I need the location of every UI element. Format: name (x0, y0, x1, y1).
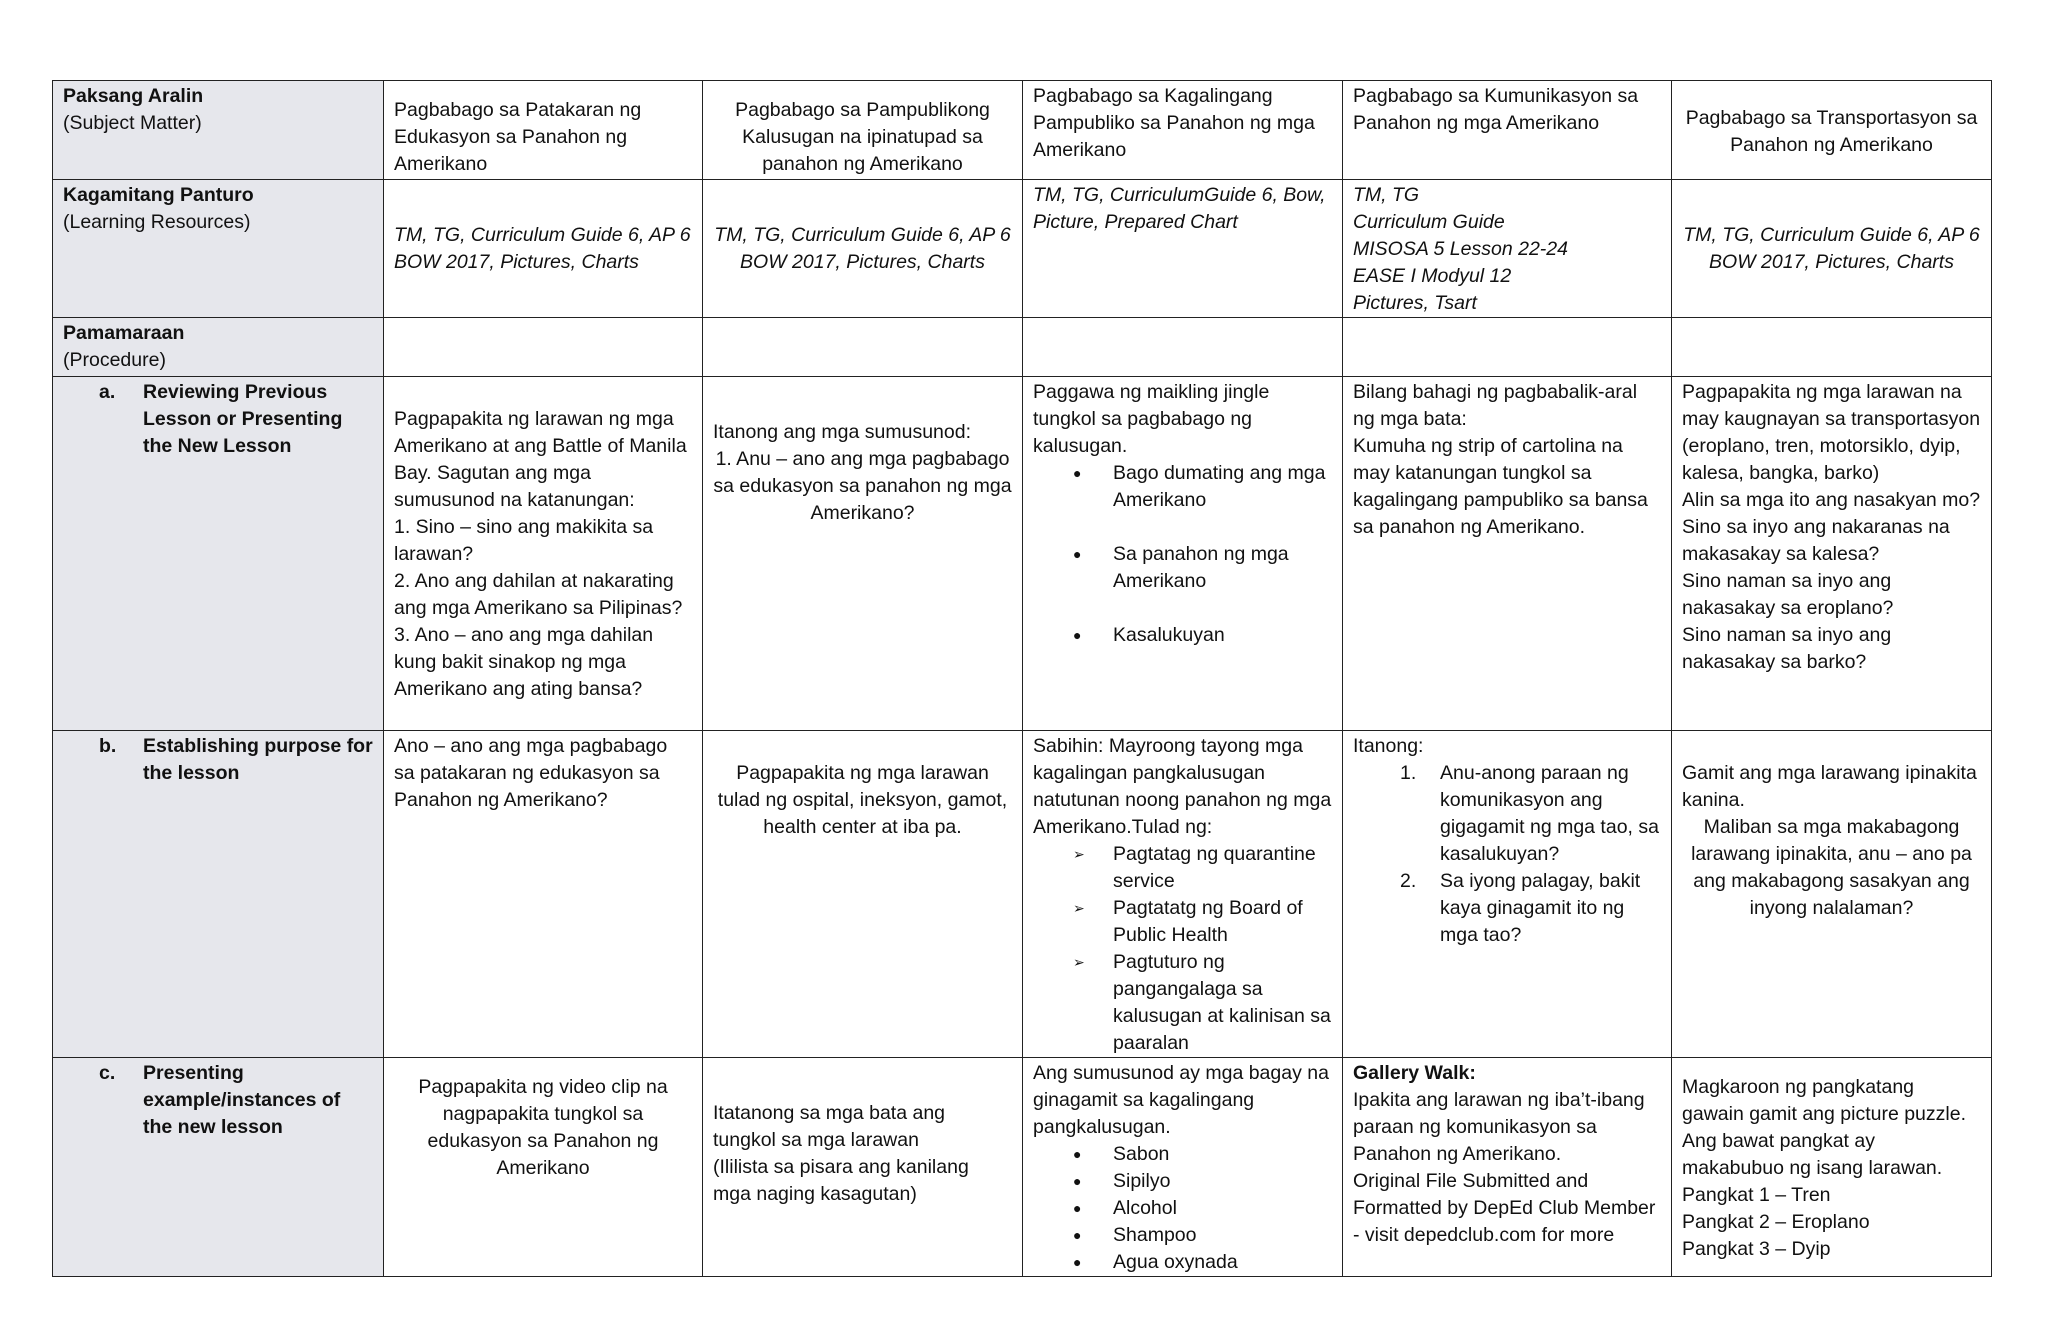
list-item: ➢ Pagtuturo ng pangangalaga sa kalusugan at kalinisan sa paaralan (1073, 949, 1332, 1057)
step-label: Establishing purpose for the lesson (143, 735, 373, 784)
numbered-list (1353, 760, 1661, 949)
row-subheading: (Procedure) (63, 349, 166, 371)
arrow-icon: ➢ (1073, 846, 1085, 862)
arrow-icon: ➢ (1073, 900, 1085, 916)
procedure-cell (384, 318, 703, 377)
list-item: ● Alcohol (1073, 1195, 1332, 1222)
procedure-cell (1023, 318, 1343, 377)
step-letter: c. (99, 1062, 116, 1084)
list-item: 2. Sa iyong palagay, bakit kaya ginagamit ito ng mga tao? (1400, 870, 1641, 946)
learning-resources-label-cell (53, 180, 384, 318)
procedure-label-cell (53, 318, 384, 377)
list-item: ➢ Pagtatatg ng Board of Public Health (1073, 895, 1332, 949)
step-a-cell: Bilang bahagi ng pagbabalik-aral ng mga bata: Kumuha ng strip of cartolina na may katanungan tungkol sa kagalingang pampubliko sa bansa sa panahon ng Amerikano. (1343, 377, 1672, 731)
step-a-label-cell (53, 377, 384, 731)
list-item: ● Bago dumating ang mga Amerikano (1073, 460, 1332, 514)
subject-cell: Pagbabago sa Transportasyon sa Panahon ng Amerikano (1672, 81, 1992, 180)
bullet-icon: ● (1073, 1227, 1082, 1243)
step-label: Presenting example/instances of the new lesson (143, 1062, 341, 1138)
bullet-icon: ● (1073, 546, 1082, 562)
bullet-icon: ● (1073, 627, 1082, 643)
row-heading: Paksang Aralin (63, 85, 204, 107)
step-c-cell: Pagpapakita ng video clip na nagpapakita tungkol sa edukasyon sa Panahon ng Amerikano (384, 1058, 703, 1277)
step-b-cell: Gamit ang mga larawang ipinakita kanina. Maliban sa mga makabagong larawang ipinakita, anu – ano pa ang makabagong sasakyan ang inyong nalalaman? (1672, 731, 1992, 1058)
step-b-cell: Itanong: 1. Anu-anong paraan ng komunikasyon ang gigagamit ng mga tao, sa kasalukuyan? 2. Sa iyong palagay, bakit kaya ginagamit ito ng mga tao? (1343, 731, 1672, 1058)
bullet-icon: ● (1073, 1254, 1082, 1270)
arrow-icon: ➢ (1073, 954, 1085, 970)
resources-cell: TM, TG Curriculum Guide MISOSA 5 Lesson 22-24 EASE I Modyul 12 Pictures, Tsart (1343, 180, 1672, 318)
step-c-cell: Magkaroon ng pangkatang gawain gamit ang picture puzzle. Ang bawat pangkat ay makabubuo ng isang larawan. Pangkat 1 – Tren Pangkat 2 – Eroplano Pangkat 3 – Dyip (1672, 1058, 1992, 1277)
step-a-cell: Pagpapakita ng mga larawan na may kaugnayan sa transportasyon (eroplano, tren, motorsiklo, dyip, kalesa, bangka, barko) Alin sa mga ito ang nasakyan mo? Sino sa inyo ang nakaranas na makasakay sa kalesa? Sino naman sa inyo ang nakasakay sa eroplano? Sino naman sa inyo ang nakasakay sa barko? (1672, 377, 1992, 731)
resources-cell: TM, TG, Curriculum Guide 6, AP 6 BOW 2017, Pictures, Charts (703, 180, 1023, 318)
bullet-list (1033, 460, 1332, 649)
subject-matter-row (53, 81, 1992, 180)
source-note: Original File Submitted and Formatted by DepEd Club Member - visit depedclub.com for more (1353, 1170, 1656, 1246)
bullet-icon: ● (1073, 465, 1082, 481)
step-b-label-cell (53, 731, 384, 1058)
learning-resources-row (53, 180, 1992, 318)
list-item: ● Sabon (1073, 1141, 1332, 1168)
bullet-icon: ● (1073, 1146, 1082, 1162)
list-item: 1. Anu-anong paraan ng komunikasyon ang gigagamit ng mga tao, sa kasalukuyan? (1400, 762, 1659, 865)
step-c-label-cell (53, 1058, 384, 1277)
list-item: ● Sa panahon ng mga Amerikano (1073, 541, 1332, 595)
step-c-cell: Ang sumusunod ay mga bagay na ginagamit sa kagalingang pangkalusugan. ● Sabon ● Sipilyo ● Alcohol ● Shampoo ● Agua oxynada (1023, 1058, 1343, 1277)
list-item: ● Shampoo (1073, 1222, 1332, 1249)
list-item: ● Kasalukuyan (1073, 622, 1332, 649)
subject-matter-label-cell (53, 81, 384, 180)
step-b-cell: Ano – ano ang mga pagbabago sa patakaran ng edukasyon sa Panahon ng Amerikano? (384, 731, 703, 1058)
procedure-cell (703, 318, 1023, 377)
list-item: ➢ Pagtatag ng quarantine service (1073, 841, 1332, 895)
row-heading: Pamamaraan (63, 322, 185, 344)
resources-cell: TM, TG, Curriculum Guide 6, AP 6 BOW 2017, Pictures, Charts (1672, 180, 1992, 318)
procedure-cell (1672, 318, 1992, 377)
step-letter: b. (99, 735, 117, 757)
step-b-cell: Sabihin: Mayroong tayong mga kagalingan pangkalusugan natutunan noong panahon ng mga Amerikano.Tulad ng: ➢ Pagtatag ng quarantine service ➢ Pagtatatg ng Board of Public Health ➢ Pagtuturo ng pangangalaga sa kalusugan at kalinisan sa paaralan (1023, 731, 1343, 1058)
list-item: ● Agua oxynada (1073, 1249, 1332, 1276)
step-b-row (53, 731, 1992, 1058)
bullet-list (1033, 1141, 1332, 1276)
step-c-cell: Itatanong sa mga bata ang tungkol sa mga larawan (Ililista sa pisara ang kanilang mga naging kasagutan) (703, 1058, 1023, 1277)
step-a-cell: Itanong ang mga sumusunod: 1. Anu – ano ang mga pagbabago sa edukasyon sa panahon ng mga Amerikano? (703, 377, 1023, 731)
step-b-cell: Pagpapakita ng mga larawan tulad ng ospital, ineksyon, gamot, health center at iba pa. (703, 731, 1023, 1058)
subject-cell: Pagbabago sa Pampublikong Kalusugan na ipinatupad sa panahon ng Amerikano (703, 81, 1023, 180)
arrow-list (1033, 841, 1332, 1057)
resources-cell: TM, TG, CurriculumGuide 6, Bow, Picture, Prepared Chart (1023, 180, 1343, 318)
procedure-cell (1343, 318, 1672, 377)
step-a-cell: Paggawa ng maikling jingle tungkol sa pagbabago ng kalusugan. ● Bago dumating ang mga Amerikano ● Sa panahon ng mga Amerikano ● Kasalukuyan (1023, 377, 1343, 731)
bullet-icon: ● (1073, 1173, 1082, 1189)
bullet-icon: ● (1073, 1200, 1082, 1216)
lesson-plan-table (52, 80, 1992, 1277)
subject-cell: Pagbabago sa Patakaran ng Edukasyon sa Panahon ng Amerikano (384, 81, 703, 180)
subject-cell: Pagbabago sa Kumunikasyon sa Panahon ng mga Amerikano (1343, 81, 1672, 180)
step-label: Reviewing Previous Lesson or Presenting the New Lesson (143, 381, 343, 457)
subject-cell: Pagbabago sa Kagalingang Pampubliko sa Panahon ng mga Amerikano (1023, 81, 1343, 180)
step-a-row (53, 377, 1992, 731)
resources-cell: TM, TG, Curriculum Guide 6, AP 6 BOW 2017, Pictures, Charts (384, 180, 703, 318)
step-c-cell: Gallery Walk: Ipakita ang larawan ng iba’t-ibang paraan ng komunikasyon sa Panahon ng Amerikano. Original File Submitted and Formatted by DepEd Club Member - visit depedclub.com for more (1343, 1058, 1672, 1277)
row-subheading: (Subject Matter) (63, 112, 202, 134)
row-heading: Kagamitang Panturo (63, 184, 254, 206)
gallery-walk-title: Gallery Walk: (1353, 1062, 1476, 1084)
list-item: ● Sipilyo (1073, 1168, 1332, 1195)
step-c-row (53, 1058, 1992, 1277)
procedure-row (53, 318, 1992, 377)
row-subheading: (Learning Resources) (63, 211, 251, 233)
step-a-cell: Pagpapakita ng larawan ng mga Amerikano at ang Battle of Manila Bay. Sagutan ang mga sumusunod na katanungan: 1. Sino – sino ang makikita sa larawan? 2. Ano ang dahilan at nakarating ang mga Amerikano sa Pilipinas? 3. Ano – ano ang mga dahilan kung bakit sinakop ng mga Amerikano ang ating bansa? (384, 377, 703, 731)
step-letter: a. (99, 381, 116, 403)
